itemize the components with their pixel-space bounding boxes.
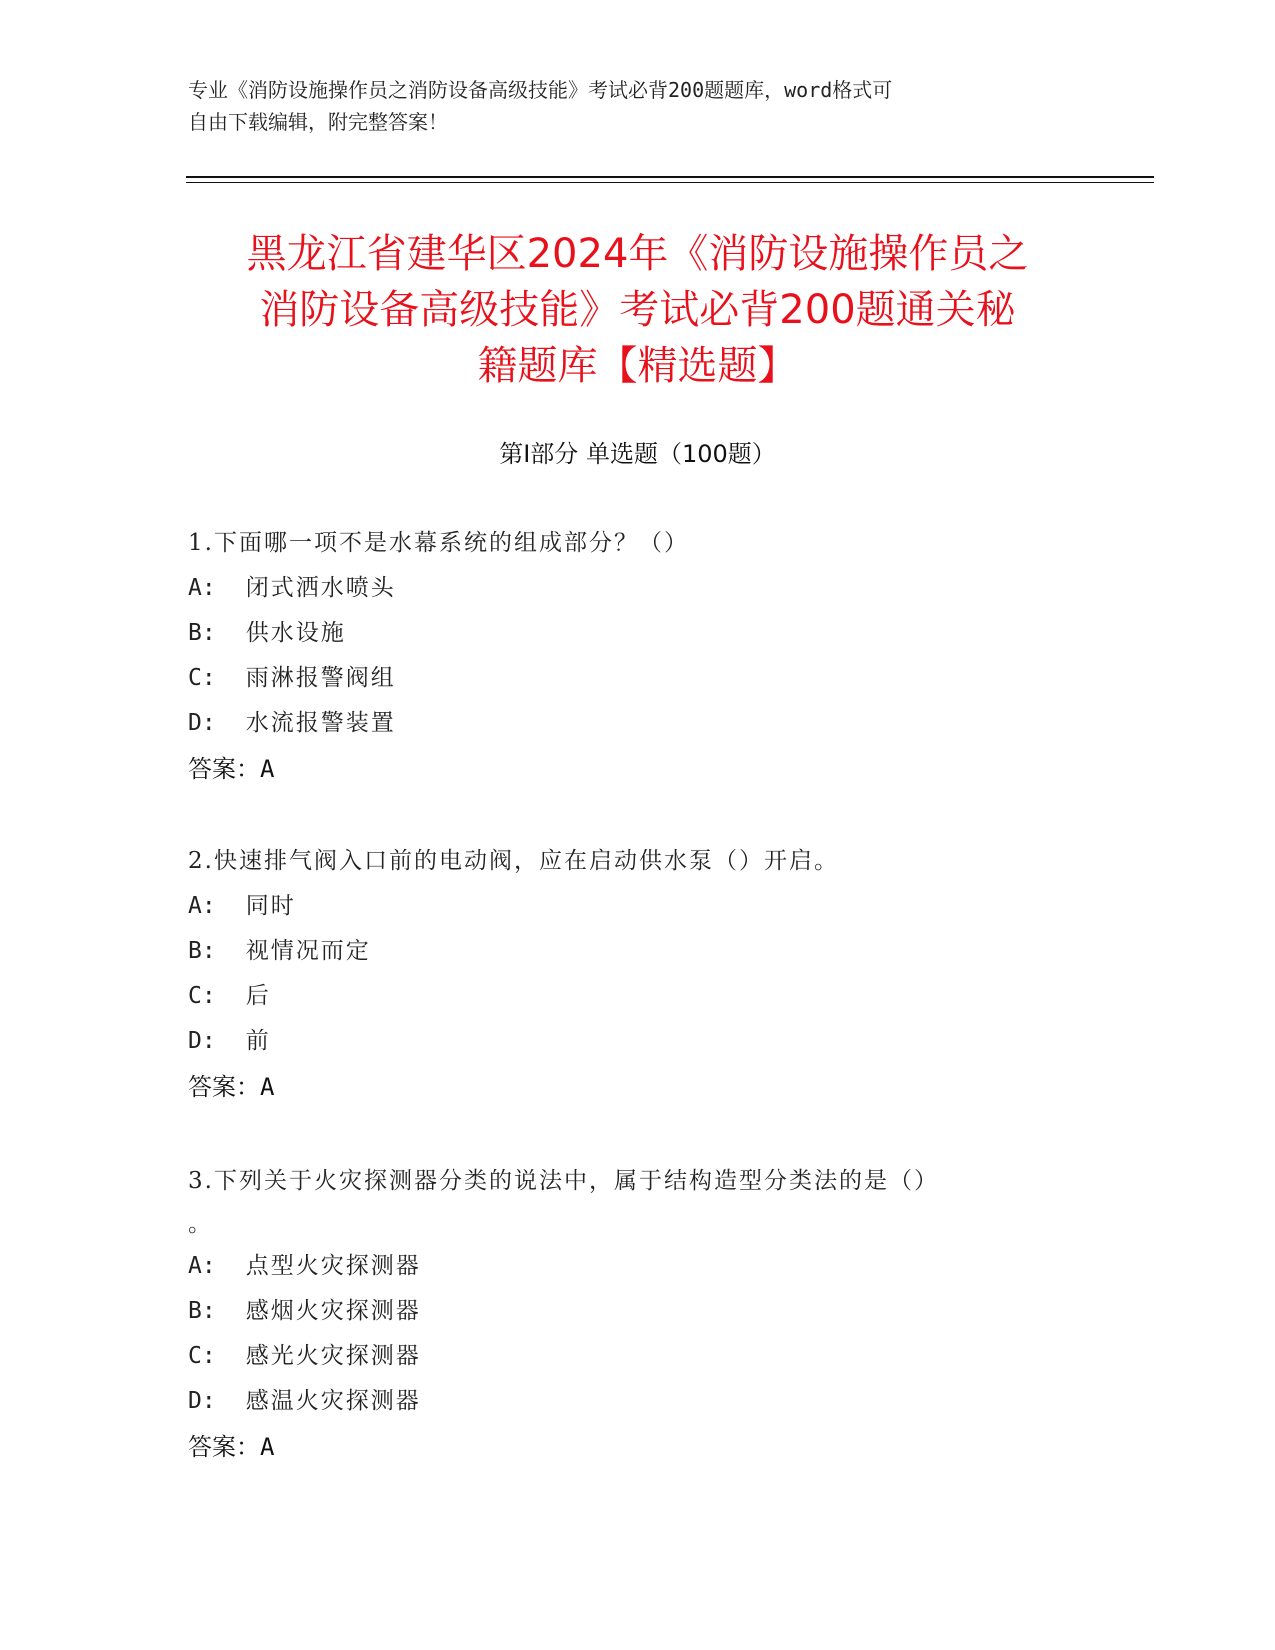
- option-text: 感光火灾探测器: [245, 1343, 421, 1369]
- option-letter: B:: [188, 620, 216, 646]
- option-text: 感烟火灾探测器: [245, 1298, 421, 1324]
- option-c: [188, 974, 1088, 1019]
- answer-value: A: [260, 1073, 275, 1101]
- document-title-line-1: 黑龙江省建华区2024年《消防设施操作员之: [246, 231, 1029, 277]
- answer-label: 答案：: [188, 1073, 260, 1101]
- option-a: [188, 1244, 1088, 1289]
- option-letter: D:: [188, 710, 216, 736]
- header-note-line-2: 自由下载编辑，附完整答案！: [188, 110, 448, 134]
- option-a: [188, 566, 1088, 611]
- option-letter: A:: [188, 575, 216, 601]
- option-letter: B:: [188, 938, 216, 964]
- section-heading: 第Ⅰ部分 单选题（100题）: [499, 440, 776, 468]
- header-note: [188, 74, 1068, 138]
- option-text: 前: [245, 1028, 271, 1054]
- question-stem: 2.快速排气阀入口前的电动阀，应在启动供水泵（）开启。: [188, 848, 839, 874]
- option-d: [188, 1019, 1088, 1064]
- answer-line: [188, 1424, 1088, 1470]
- option-letter: C:: [188, 665, 216, 691]
- question-item: [188, 520, 1088, 792]
- header-divider-thick: [186, 176, 1154, 178]
- question-stem-continuation: 。: [188, 1211, 211, 1237]
- document-title-line-3: 籍题库【精选题】: [477, 343, 798, 389]
- option-text: 闭式洒水喷头: [245, 575, 396, 601]
- option-c: [188, 656, 1088, 701]
- answer-line: [188, 746, 1088, 792]
- header-divider-thin: [186, 182, 1154, 183]
- option-text: 点型火灾探测器: [245, 1253, 421, 1279]
- option-letter: B:: [188, 1298, 216, 1324]
- question-item: [188, 838, 1088, 1110]
- option-a: [188, 884, 1088, 929]
- option-b: [188, 611, 1088, 656]
- option-c: [188, 1334, 1088, 1379]
- answer-label: 答案：: [188, 1433, 260, 1461]
- option-letter: A:: [188, 1253, 216, 1279]
- option-d: [188, 1379, 1088, 1424]
- option-text: 视情况而定: [245, 938, 371, 964]
- option-text: 水流报警装置: [245, 710, 396, 736]
- document-title: [150, 226, 1125, 394]
- option-letter: C:: [188, 1343, 216, 1369]
- answer-value: A: [260, 1433, 275, 1461]
- question-stem: 3.下列关于火灾探测器分类的说法中，属于结构造型分类法的是（）: [188, 1168, 939, 1194]
- answer-label: 答案：: [188, 755, 260, 783]
- question-item: [188, 1158, 1088, 1470]
- question-stem: 1.下面哪一项不是水幕系统的组成部分？（）: [188, 530, 689, 556]
- option-d: [188, 701, 1088, 746]
- document-title-line-2: 消防设备高级技能》考试必背200题通关秘: [259, 287, 1016, 333]
- option-text: 雨淋报警阀组: [245, 665, 396, 691]
- answer-value: A: [260, 755, 275, 783]
- option-b: [188, 1289, 1088, 1334]
- option-b: [188, 929, 1088, 974]
- option-text: 感温火灾探测器: [245, 1388, 421, 1414]
- option-letter: D:: [188, 1388, 216, 1414]
- option-letter: A:: [188, 893, 216, 919]
- header-note-line-1: 专业《消防设施操作员之消防设备高级技能》考试必背200题题库，word格式可: [188, 78, 893, 102]
- option-letter: C:: [188, 983, 216, 1009]
- answer-line: [188, 1064, 1088, 1110]
- option-text: 供水设施: [245, 620, 346, 646]
- option-text: 同时: [245, 893, 296, 919]
- option-text: 后: [245, 983, 271, 1009]
- option-letter: D:: [188, 1028, 216, 1054]
